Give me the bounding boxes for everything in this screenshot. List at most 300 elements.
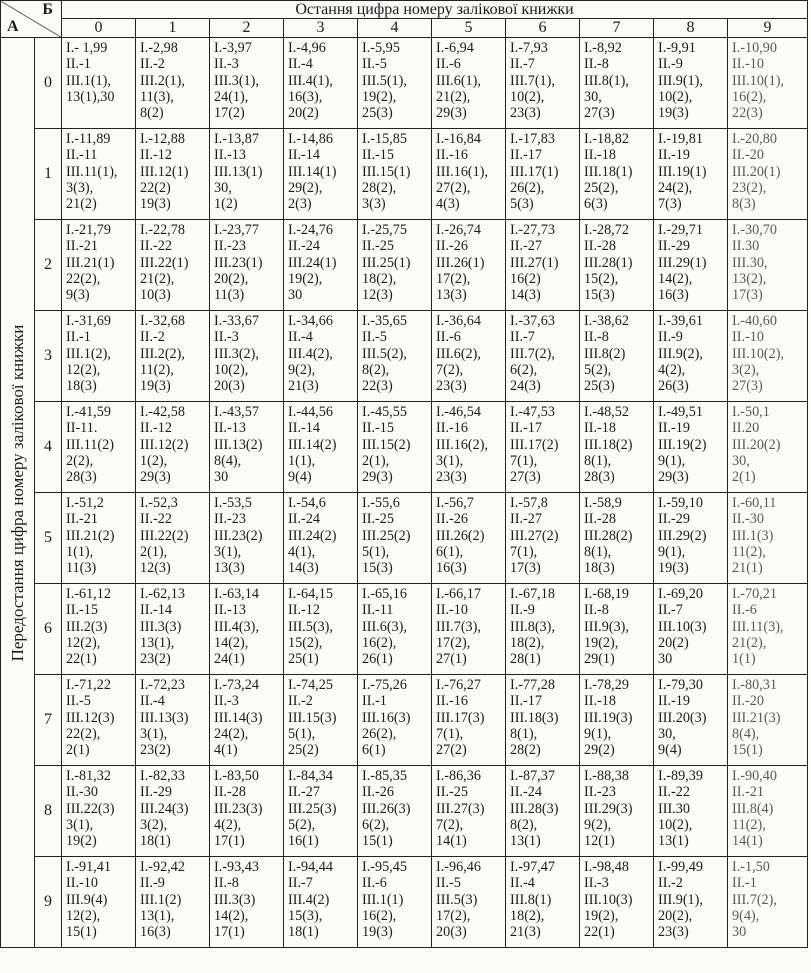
cell-line: III.19(2) [658,436,707,453]
cell-line: I.-75,26 [362,677,407,693]
cell-line: 19(2), [584,634,619,651]
cell-line: II.-17 [510,693,542,710]
cell-line: 30 [214,469,229,486]
cell-line: I.-33,67 [214,313,259,329]
table-row [1,38,808,129]
table-cell [62,311,136,402]
row-group-title-text: Передостання цифра номеру залікової книжки [7,324,27,661]
cell-line: 11(3), [140,88,174,105]
cell-line: I.-36,64 [436,313,481,329]
cell-line: 29(1) [584,651,615,668]
cell-line: 18(1) [140,833,171,850]
cell-line: 21(3) [288,378,319,395]
table-row [1,129,808,220]
cell-line: II.-13 [214,147,246,164]
cell-line: II.-17 [510,420,542,437]
cell-line: III.11(2) [66,436,114,453]
cell-line: III.25(2) [362,527,411,544]
cell-line: II.-1 [362,693,387,710]
cell-line: 8(1), [584,452,612,469]
table-cell [506,311,580,402]
cell-line: 19(2) [66,833,97,850]
cell-line: I.-85,35 [362,768,407,784]
cell-line: II.-14 [288,147,320,164]
cell-line: II.-22 [140,511,172,528]
cell-line: II.-19 [658,147,690,164]
cell-line: 27(3) [732,378,763,395]
cell-line: III.20(1) [732,163,781,180]
cell-line: I.-28,72 [584,222,629,238]
cell-line: 8(1), [584,543,612,560]
cell-line: 16(2), [732,88,767,105]
cell-line: III.15(2) [362,436,411,453]
cell-line: I.-24,76 [288,222,333,238]
table-cell [62,584,136,675]
cell-line: 12(2), [66,361,101,378]
cell-line: I.-56,7 [436,495,474,511]
cell-line: III.11(1), [66,163,118,180]
cell-line: I.-80,31 [732,677,777,693]
cell-line: II.-8 [584,329,609,346]
cell-line: I.-43,57 [214,404,259,420]
row-header-6: 6 [35,584,62,675]
cell-line: II.-23 [214,238,246,255]
cell-line: 29(3) [362,469,393,486]
table-cell [506,493,580,584]
cell-line: II.-22 [140,238,172,255]
cell-line: III.28(3) [510,800,559,817]
cell-line: 14(3) [510,287,541,304]
column-group-title: Остання цифра номеру залікової книжки [62,1,808,19]
cell-line: III.12(3) [66,709,115,726]
cell-line: II.-14 [140,602,172,619]
cell-line: 23(3) [436,469,467,486]
table-cell [654,675,728,766]
table-cell [580,220,654,311]
cell-line: 12(3) [140,560,171,577]
cell-line: 13(3) [214,560,245,577]
row-header-7: 7 [35,675,62,766]
cell-line: I.-53,5 [214,495,252,511]
table-cell [210,220,284,311]
table-cell [728,857,808,948]
cell-line: I.-7,93 [510,40,548,56]
cell-line: 23(2), [732,179,767,196]
cell-line: II.-13 [214,602,246,619]
cell-line: I.-87,37 [510,768,555,784]
cell-line: 4(2), [658,361,686,378]
table-cell [506,129,580,220]
cell-line: II.-6 [436,56,461,73]
cell-line: 9(3) [66,287,90,304]
cell-line: 7(1), [510,543,538,560]
cell-line: 11(2), [140,361,174,378]
cell-line: 30 [288,287,303,304]
cell-line: 20(2) [288,105,319,122]
cell-line: 12(3) [362,287,393,304]
row-header-2: 2 [35,220,62,311]
cell-line: 29(3) [140,469,171,486]
cell-line: 24(3) [510,378,541,395]
cell-line: II.-4 [510,875,535,892]
cell-line: 9(2), [584,816,612,833]
cell-line: 3(1), [214,543,242,560]
cell-line: 3(2), [732,361,760,378]
cell-line: I.-74,25 [288,677,333,693]
table-cell [358,38,432,129]
table-cell [728,584,808,675]
cell-line: III.1(2) [140,891,182,908]
cell-line: 18(1) [288,924,319,941]
cell-line: I.-40,60 [732,313,777,329]
cell-line: I.-49,51 [658,404,703,420]
cell-line: I.-82,33 [140,768,185,784]
cell-line: 15(1) [66,924,97,941]
cell-line: III.5(3), [288,618,333,635]
table-cell [506,38,580,129]
cell-line: 2(1) [66,742,90,759]
cell-line: I.-1,50 [732,859,770,875]
cell-line: 27(1) [436,651,467,668]
cell-line: II.-16 [436,147,468,164]
table-cell [654,220,728,311]
cell-line: III.6(2), [436,345,481,362]
cell-line: 25(1) [288,651,319,668]
cell-line: II.-18 [584,147,616,164]
table-cell [284,857,358,948]
cell-line: 16(2), [362,907,397,924]
cell-line: 3(3) [362,196,386,213]
table-cell [358,766,432,857]
table-cell [62,857,136,948]
cell-line: I.-58,9 [584,495,622,511]
cell-line: III.22(1) [140,254,189,271]
cell-line: II.-7 [288,875,313,892]
cell-line: 13(2), [732,270,767,287]
cell-line: 25(3) [584,378,615,395]
cell-line: III.6(1), [436,72,481,89]
cell-line: 5(2), [288,816,316,833]
cell-line: III.21(1) [66,254,115,271]
cell-line: II.-28 [214,784,246,801]
cell-line: 7(2), [436,361,464,378]
cell-line: III.18(3) [510,709,559,726]
row-header-9: 9 [35,857,62,948]
table-cell [210,311,284,402]
cell-line: I.-10,90 [732,40,777,56]
table-cell [506,675,580,766]
cell-line: 21(2), [436,88,471,105]
table-cell [284,766,358,857]
cell-line: I.-95,45 [362,859,407,875]
table-row [1,311,808,402]
table-cell [358,311,432,402]
cell-line: II.-3 [214,329,239,346]
cell-line: 9(4) [658,742,682,759]
cell-line: I.-78,29 [584,677,629,693]
cell-line: I.-98,48 [584,859,629,875]
cell-line: III.7(1), [510,72,555,89]
table-cell [284,38,358,129]
cell-line: I.-4,96 [288,40,326,56]
table-cell [284,129,358,220]
cell-line: 29(2), [288,179,323,196]
cell-line: II.-10 [436,602,468,619]
table-cell [580,675,654,766]
cell-line: 30, [214,179,232,196]
cell-line: III.25(3) [288,800,337,817]
cell-line: I.-93,43 [214,859,259,875]
cell-line: III.23(1) [214,254,263,271]
cell-line: 28(1) [510,651,541,668]
cell-line: 1(2), [140,452,168,469]
cell-line: III.16(2), [436,436,488,453]
cell-line: 8(2), [510,816,538,833]
cell-line: III.28(2) [584,527,633,544]
cell-line: 20(2), [658,907,693,924]
cell-line: III.23(3) [214,800,263,817]
cell-line: II.-15 [362,420,394,437]
table-cell [580,38,654,129]
table-cell [358,675,432,766]
cell-line: 30 [732,924,747,941]
cell-line: II.-6 [732,602,757,619]
cell-line: I.-96,46 [436,859,481,875]
cell-line: 24(2), [214,725,249,742]
cell-line: 20(2), [214,270,249,287]
cell-line: II.-24 [288,511,320,528]
cell-line: I.-47,53 [510,404,555,420]
table-row [1,493,808,584]
cell-line: II.-24 [288,238,320,255]
cell-line: I.-61,12 [66,586,111,602]
cell-line: 16(3) [658,287,689,304]
cell-line: III.14(3) [214,709,263,726]
cell-line: III.27(3) [436,800,485,817]
cell-line: III.9(4) [66,891,108,908]
cell-line: III.14(2) [288,436,337,453]
cell-line: III.7(2), [732,891,777,908]
cell-line: 28(3) [66,469,97,486]
table-cell [728,38,808,129]
cell-line: III.13(1) [214,163,263,180]
cell-line: 23(2) [140,651,171,668]
cell-line: III.8(4) [732,800,774,817]
cell-line: 1(1) [732,651,756,668]
cell-line: I.-63,14 [214,586,259,602]
cell-line: 1(1), [288,452,316,469]
cell-line: I.-46,54 [436,404,481,420]
cell-line: III.2(2), [140,345,185,362]
cell-line: II.-11 [66,147,98,164]
cell-line: I.-15,85 [362,131,407,147]
cell-line: II.-7 [658,602,683,619]
cell-line: 9(4), [732,907,760,924]
table-row [1,857,808,948]
corner-label-a: А [7,18,19,35]
cell-line: I.-29,71 [658,222,703,238]
cell-line: I.-71,22 [66,677,111,693]
cell-line: I.-72,23 [140,677,185,693]
cell-line: II.-4 [288,329,313,346]
cell-line: III.12(1) [140,163,189,180]
cell-line: I.-2,98 [140,40,178,56]
cell-line: 17(3) [510,560,541,577]
cell-line: 18(2), [510,634,545,651]
cell-line: 13(3) [436,287,467,304]
cell-line: 16(3) [140,924,171,941]
cell-line: II.-16 [436,693,468,710]
cell-line: I.-14,86 [288,131,333,147]
cell-line: 7(1), [510,452,538,469]
cell-line: 15(3), [288,907,323,924]
table-cell [210,38,284,129]
cell-line: II.-25 [362,511,394,528]
cell-line: II.-4 [288,56,313,73]
table-cell [136,766,210,857]
cell-line: II.-10 [732,329,764,346]
cell-line: 26(2), [510,179,545,196]
cell-line: 2(2), [66,452,94,469]
cell-line: III.6(3), [362,618,407,635]
cell-line: III.16(1), [436,163,488,180]
cell-line: II.-2 [140,329,165,346]
cell-line: 30, [658,725,676,742]
cell-line: I.-21,79 [66,222,111,238]
cell-line: II.-5 [66,693,91,710]
table-cell [358,493,432,584]
cell-line: 13(1), [140,907,175,924]
cell-line: 6(1), [436,543,464,560]
cell-line: 19(3) [658,105,689,122]
cell-line: I.-65,16 [362,586,407,602]
cell-line: III.20(2) [732,436,781,453]
table-cell [136,38,210,129]
column-header-6: 6 [506,19,580,38]
table-cell [728,402,808,493]
cell-line: III.20(3) [658,709,707,726]
cell-line: I.-42,58 [140,404,185,420]
table-cell [358,402,432,493]
row-header-3: 3 [35,311,62,402]
cell-line: II.-14 [288,420,320,437]
cell-line: III.1(2), [66,345,111,362]
cell-line: 11(3) [66,560,97,577]
table-cell [358,220,432,311]
cell-line: 6(2), [510,361,538,378]
cell-line: III.12(2) [140,436,189,453]
cell-line: 1(2) [214,196,238,213]
cell-line: II.-1 [66,329,91,346]
cell-line: I.-6,94 [436,40,474,56]
cell-line: 21(2), [140,270,175,287]
cell-line: 23(3) [510,105,541,122]
cell-line: I.-44,56 [288,404,333,420]
cell-line: I.-25,75 [362,222,407,238]
cell-line: II.-8 [584,602,609,619]
table-cell [432,493,506,584]
cell-line: 19(2), [362,88,397,105]
cell-line: III.14(1) [288,163,337,180]
cell-line: 16(2), [362,634,397,651]
cell-line: II.-23 [584,784,616,801]
cell-line: II.-21 [66,511,98,528]
cell-line: I.-45,55 [362,404,407,420]
cell-line: I.-52,3 [140,495,178,511]
cell-line: III.3(3) [214,891,256,908]
cell-line: I.-76,27 [436,677,481,693]
table-cell [284,402,358,493]
table-cell [284,220,358,311]
cell-line: 27(3) [584,105,615,122]
cell-line: II.-20 [732,693,764,710]
table-cell [284,493,358,584]
cell-line: I.-20,80 [732,131,777,147]
cell-line: I.-11,89 [66,131,111,147]
cell-line: III.1(3) [732,527,774,544]
cell-line: 27(2), [436,179,471,196]
cell-line: III.1(1), [66,72,111,89]
cell-line: I.-62,13 [140,586,185,602]
cell-line: 20(2) [658,634,689,651]
table-cell [580,311,654,402]
cell-line: III.7(3), [436,618,481,635]
cell-line: II.-26 [436,238,468,255]
cell-line: I.-77,28 [510,677,555,693]
cell-line: 19(2), [584,907,619,924]
cell-line: III.4(3), [214,618,259,635]
cell-line: 10(3) [140,287,171,304]
cell-line: 10(2), [658,88,693,105]
cell-line: 8(2), [362,361,390,378]
table-body [1,38,808,948]
cell-line: 9(1), [658,543,686,560]
table-cell [580,857,654,948]
corner-cell [1,1,62,38]
cell-line: I.-12,88 [140,131,185,147]
column-header-3: 3 [284,19,358,38]
column-header-1: 1 [136,19,210,38]
cell-line: II.-4 [140,693,165,710]
cell-line: 22(1) [584,924,615,941]
cell-line: II.-12 [288,602,320,619]
cell-line: I.-27,73 [510,222,555,238]
cell-line: 8(2) [140,105,164,122]
cell-line: 8(4), [214,452,242,469]
cell-line: II.-11 [362,602,394,619]
cell-line: 24(1), [214,88,249,105]
cell-line: III.26(2) [436,527,485,544]
table-cell [136,129,210,220]
cell-line: 4(3) [436,196,460,213]
cell-line: III.22(3) [66,800,115,817]
table-cell [506,402,580,493]
cell-line: I.-22,78 [140,222,185,238]
table-cell [136,402,210,493]
cell-line: 3(1), [140,725,168,742]
cell-line: II.-9 [658,56,683,73]
cell-line: 22(3) [362,378,393,395]
cell-line: 14(1) [732,833,763,850]
row-header-1: 1 [35,129,62,220]
cell-line: III.9(2), [658,345,703,362]
table-cell [432,584,506,675]
cell-line: III.10(2), [732,345,784,362]
cell-line: III.3(3) [140,618,182,635]
table-cell [432,311,506,402]
cell-line: 15(1) [732,742,763,759]
cell-line: I.-91,41 [66,859,111,875]
